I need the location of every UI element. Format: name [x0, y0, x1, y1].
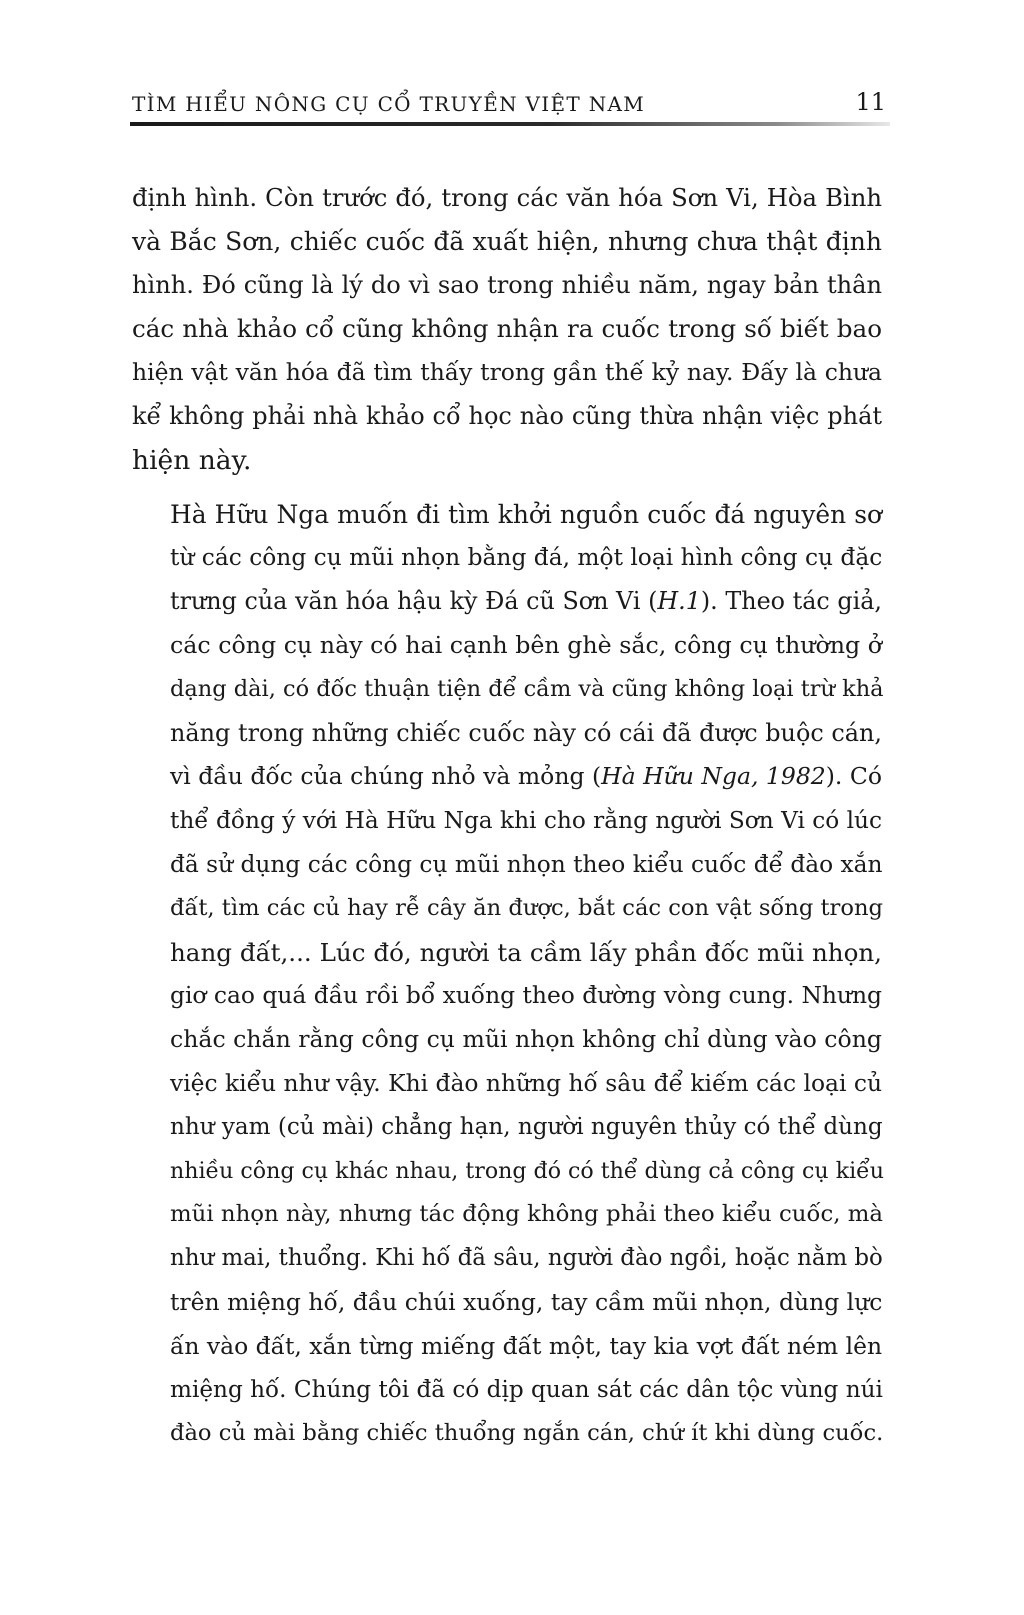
running-title: TÌM HIỂU NÔNG CỤ CỔ TRUYỀN VIỆT NAM [132, 92, 646, 116]
text-line: Hà Hữu Nga muốn đi tìm khởi nguồn cuốc đá nguyên sơ [170, 499, 882, 529]
paragraph-1 [132, 176, 882, 483]
text-line: việc kiểu như vậy. Khi đào những hố sâu để kiếm các loại củ [170, 1068, 882, 1097]
text-line [132, 580, 882, 624]
body-text [132, 176, 882, 1456]
text-line: mũi nhọn này, nhưng tác động không phải theo kiểu cuốc, mà [170, 1201, 884, 1228]
text-line: giơ cao quá đầu rồi bổ xuống theo đường vòng cung. Nhưng [170, 981, 882, 1010]
text-line: thể đồng ý với Hà Hữu Nga khi cho rằng người Sơn Vi có lúc [170, 807, 883, 835]
text-line: nhiều công cụ khác nhau, trong đó có thể dùng cả công cụ kiểu [170, 1157, 884, 1184]
text-line: chắc chắn rằng công cụ mũi nhọn không chỉ dùng vào công [170, 1025, 882, 1054]
text-line: miệng hố. Chúng tôi đã có dịp quan sát các dân tộc vùng núi [170, 1376, 883, 1403]
text-run: trưng của văn hóa hậu kỳ Đá cũ Sơn Vi ( [170, 587, 658, 616]
running-header [132, 88, 886, 122]
text-run: vì đầu đốc của chúng nhỏ và mỏng ( [170, 762, 602, 791]
text-line: và Bắc Sơn, chiếc cuốc đã xuất hiện, nhưng chưa thật định [132, 226, 882, 256]
text-line: năng trong những chiếc cuốc này có cái đã được buộc cán, [170, 718, 882, 747]
text-run: ). Có [825, 762, 882, 791]
citation: Hà Hữu Nga, 1982 [601, 762, 826, 791]
text-line: ấn vào đất, xắn từng miếng đất một, tay kia vợt đất ném lên [170, 1331, 883, 1360]
text-line: trên miệng hố, đầu chúi xuống, tay cầm mũi nhọn, dùng lực [170, 1287, 883, 1316]
text-line: hang đất,... Lúc đó, người ta cầm lấy phần đốc mũi nhọn, [170, 937, 882, 967]
page-number: 11 [855, 88, 886, 116]
text-line: các công cụ này có hai cạnh bên ghè sắc, công cụ thường ở [170, 630, 883, 659]
text-run: ). Theo tác giả, [700, 587, 882, 616]
text-line: đã sử dụng các công cụ mũi nhọn theo kiểu cuốc để đào xắn [170, 850, 883, 878]
paragraph-2 [132, 493, 882, 1457]
text-line: hình. Đó cũng là lý do vì sao trong nhiều năm, ngay bản thân [132, 270, 882, 299]
text-line [132, 755, 882, 799]
text-line: định hình. Còn trước đó, trong các văn hóa Sơn Vi, Hòa Bình [132, 183, 882, 212]
text-line: như yam (củ mài) chẳng hạn, người nguyên thủy có thể dùng [170, 1113, 883, 1140]
text-line: từ các công cụ mũi nhọn bằng đá, một loại hình công cụ đặc [170, 544, 883, 572]
text-line: kể không phải nhà khảo cổ học nào cũng thừa nhận việc phát [132, 401, 882, 430]
figure-reference: H.1 [657, 587, 701, 616]
text-line: dạng dài, có đốc thuận tiện để cầm và cũng không loại trừ khả [170, 675, 884, 702]
text-line: như mai, thuổng. Khi hố đã sâu, người đào ngồi, hoặc nằm bò [170, 1245, 883, 1272]
text-line: hiện này. [132, 444, 252, 476]
text-line: đất, tìm các củ hay rễ cây ăn được, bắt các con vật sống trong [170, 894, 884, 921]
text-line: đào củ mài bằng chiếc thuổng ngắn cán, chứ ít khi dùng cuốc. [170, 1420, 884, 1447]
header-rule [130, 122, 890, 126]
text-line: các nhà khảo cổ cũng không nhận ra cuốc trong số biết bao [132, 314, 882, 344]
text-line: hiện vật văn hóa đã tìm thấy trong gần thế kỷ nay. Đấy là chưa [132, 358, 882, 387]
